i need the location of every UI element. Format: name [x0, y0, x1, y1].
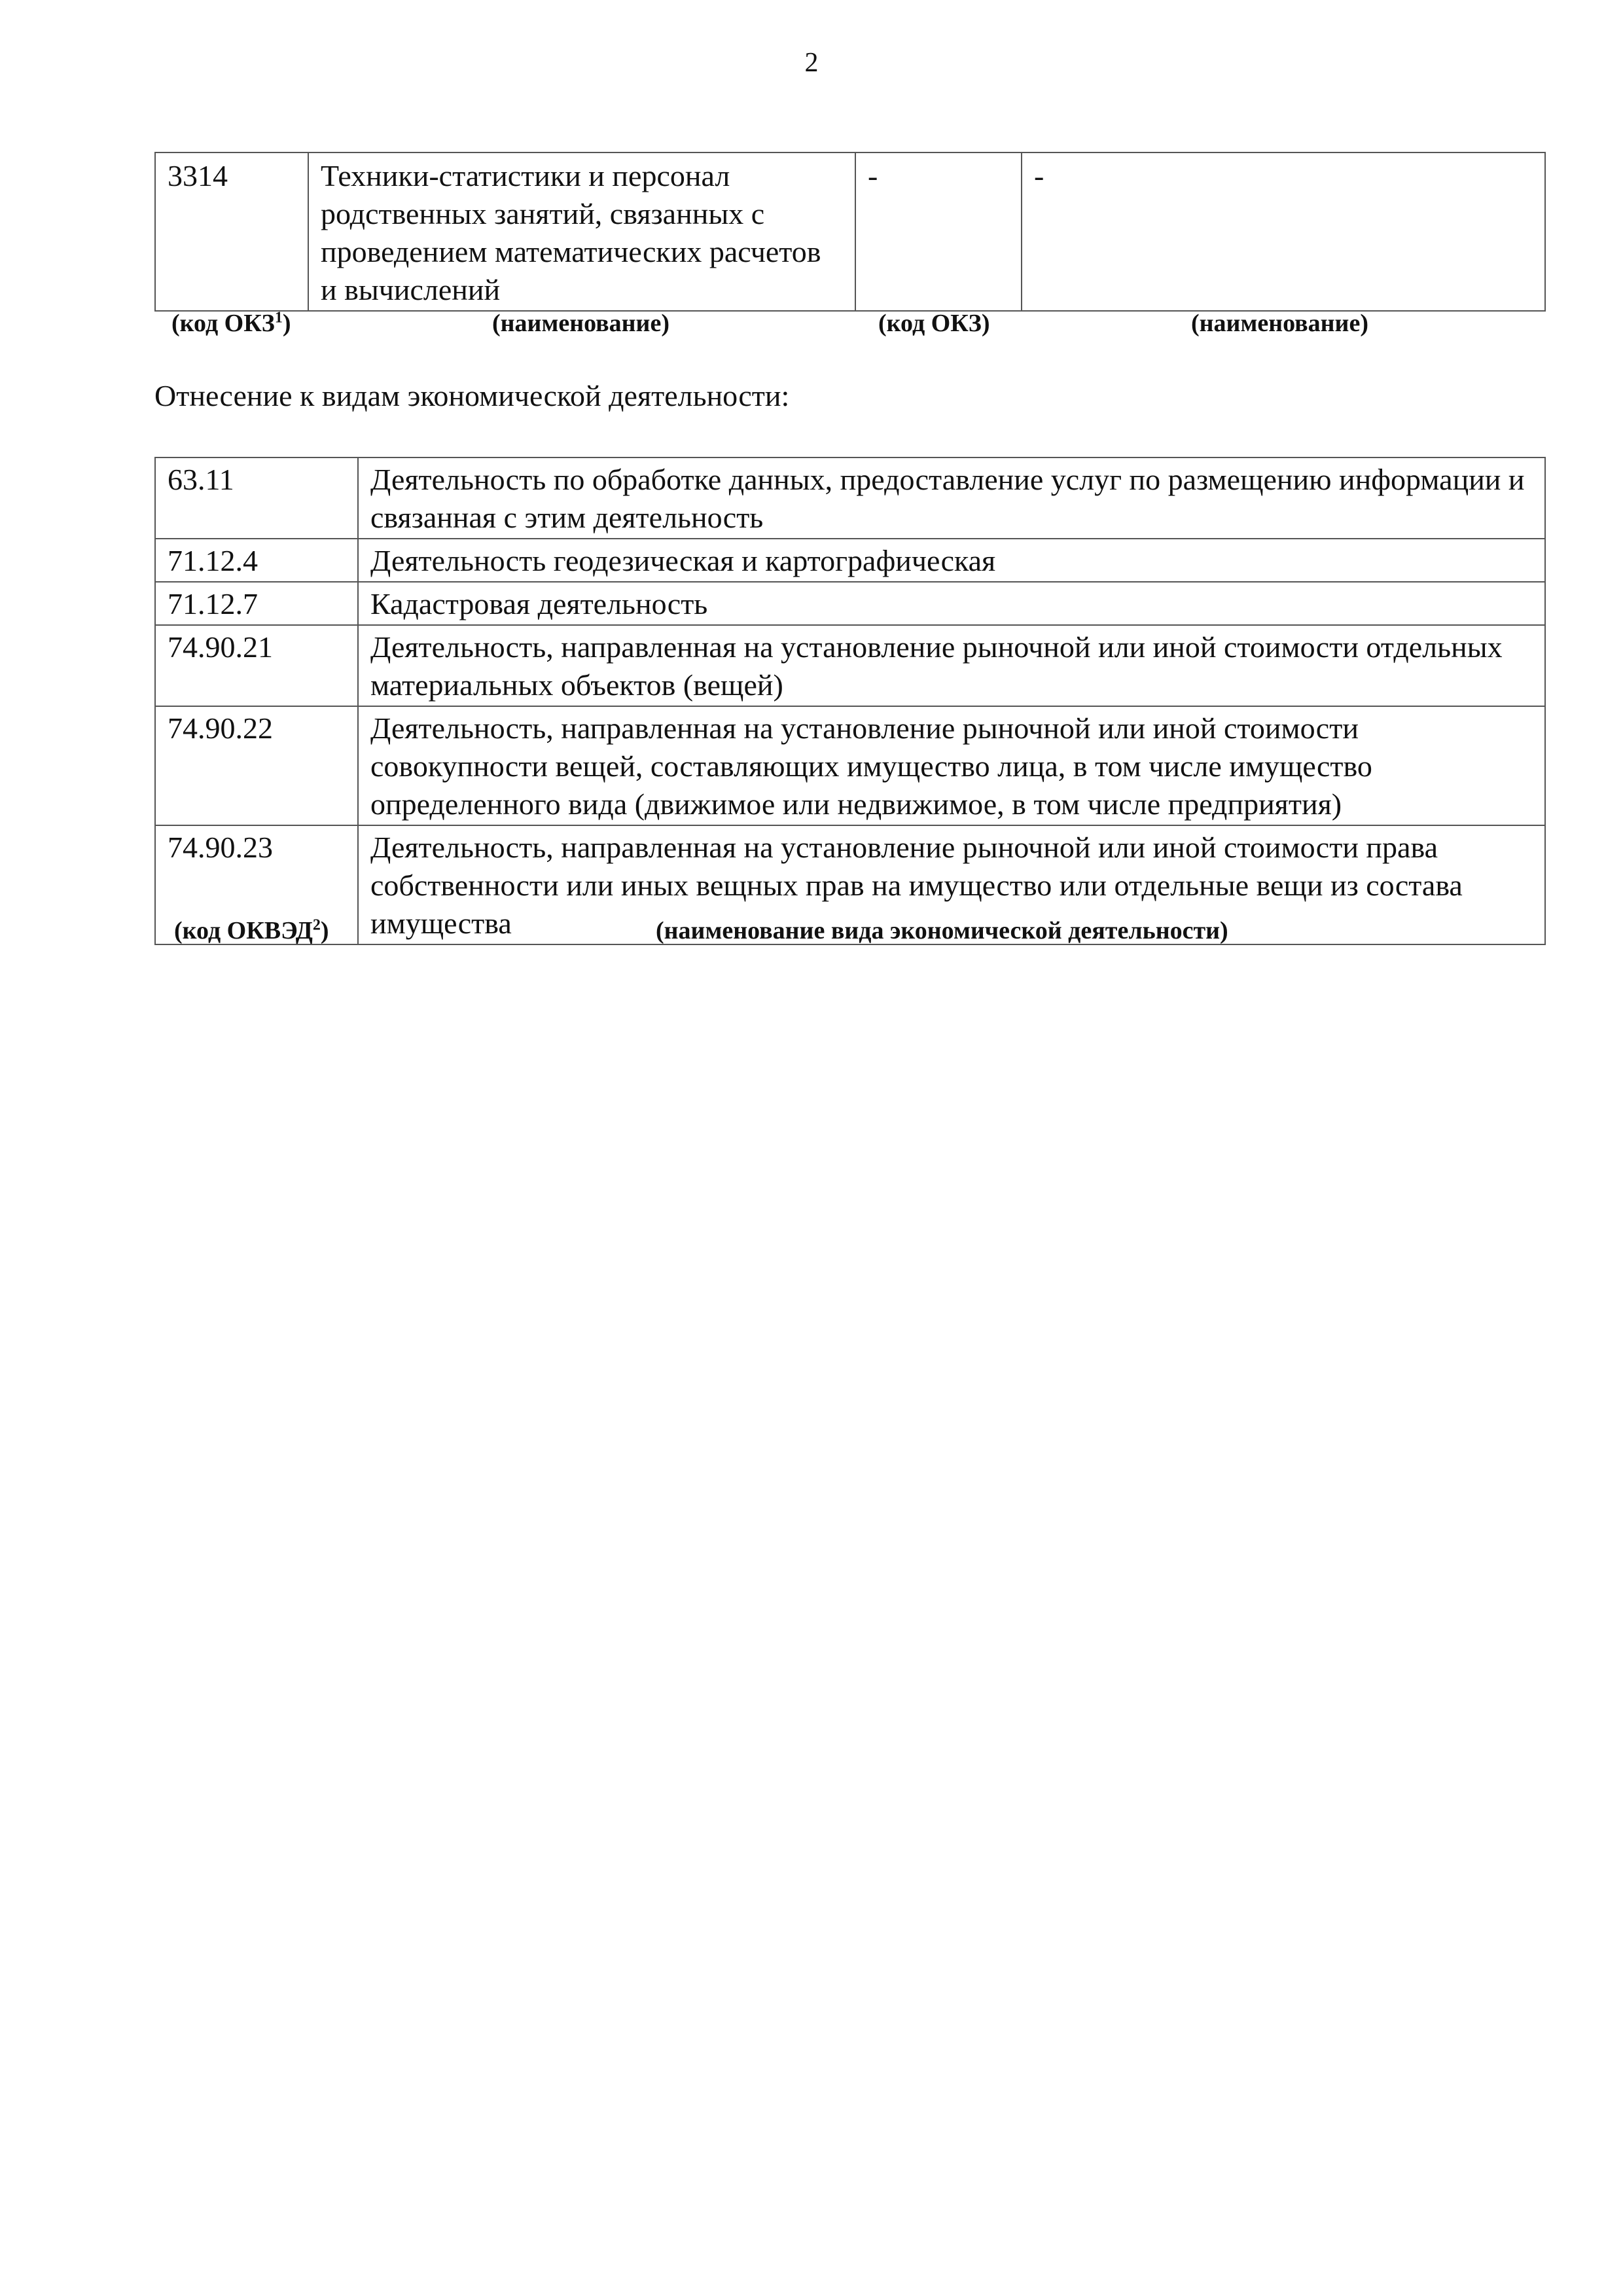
table-row — [155, 625, 1545, 706]
okved-name-cell: Деятельность геодезическая и картографическая — [358, 539, 1545, 582]
okved-code-cell: 63.11 — [155, 457, 358, 539]
okz-name-caption: (наименование) — [492, 310, 669, 337]
okved-code-cell: 74.90.22 — [155, 706, 358, 825]
okved-heading: Отнесение к видам экономической деятельности: — [154, 379, 790, 412]
okved-name-cell: Деятельность по обработке данных, предоставление услуг по размещению информации и связанная с этим деятельность — [358, 457, 1545, 539]
footnote-marker-2: 2 — [312, 916, 321, 934]
table-row — [155, 539, 1545, 582]
okved-name-cell: Деятельность, направленная на установление рыночной или иной стоимости права собственности или иных вещных прав на имущество или отдельные вещи из состава имущества — [358, 825, 1545, 944]
okz-code-caption-text: (код ОКЗ — [171, 310, 275, 337]
okved-name-cell: Деятельность, направленная на установление рыночной или иной стоимости отдельных материальных объектов (вещей) — [358, 625, 1545, 706]
okved-table — [154, 457, 1546, 945]
okz-name2-caption: (наименование) — [1191, 310, 1368, 337]
okved-name-cell: Кадастровая деятельность — [358, 582, 1545, 625]
okz-name-cell: Техники-статистики и персонал родственных занятий, связанных с проведением математических расчетов и вычислений — [308, 152, 855, 311]
okved-code-cell: 71.12.7 — [155, 582, 358, 625]
okz-name2-cell: - — [1022, 152, 1545, 311]
table-row — [155, 582, 1545, 625]
okved-code-caption — [174, 916, 329, 945]
okved-name-cell: Деятельность, направленная на установление рыночной или иной стоимости совокупности вещей, составляющих имущество лица, в том числе имущество определенного вида (движимое или недвижимое, в том числе предприятия) — [358, 706, 1545, 825]
okved-code-cell: 71.12.4 — [155, 539, 358, 582]
okz-code-cell: 3314 — [155, 152, 308, 311]
okz-code-caption — [171, 309, 291, 338]
okz-table — [154, 152, 1546, 312]
footnote-marker-1: 1 — [274, 309, 283, 327]
okved-code-caption-close: ) — [320, 917, 329, 944]
okz-code2-cell: - — [855, 152, 1022, 311]
table-row — [155, 706, 1545, 825]
okved-code-cell: 74.90.21 — [155, 625, 358, 706]
okz-code-caption-close: ) — [282, 310, 291, 337]
okved-code-caption-text: (код ОКВЭД — [174, 917, 313, 944]
okz-code2-caption: (код ОКЗ) — [878, 310, 990, 337]
okved-table-body — [155, 457, 1545, 944]
okz-row — [155, 152, 1545, 311]
okved-code-cell: 74.90.23 — [155, 825, 358, 944]
okved-name-caption: (наименование вида экономической деятельности) — [656, 917, 1228, 944]
page-number: 2 — [804, 48, 819, 78]
table-row — [155, 457, 1545, 539]
